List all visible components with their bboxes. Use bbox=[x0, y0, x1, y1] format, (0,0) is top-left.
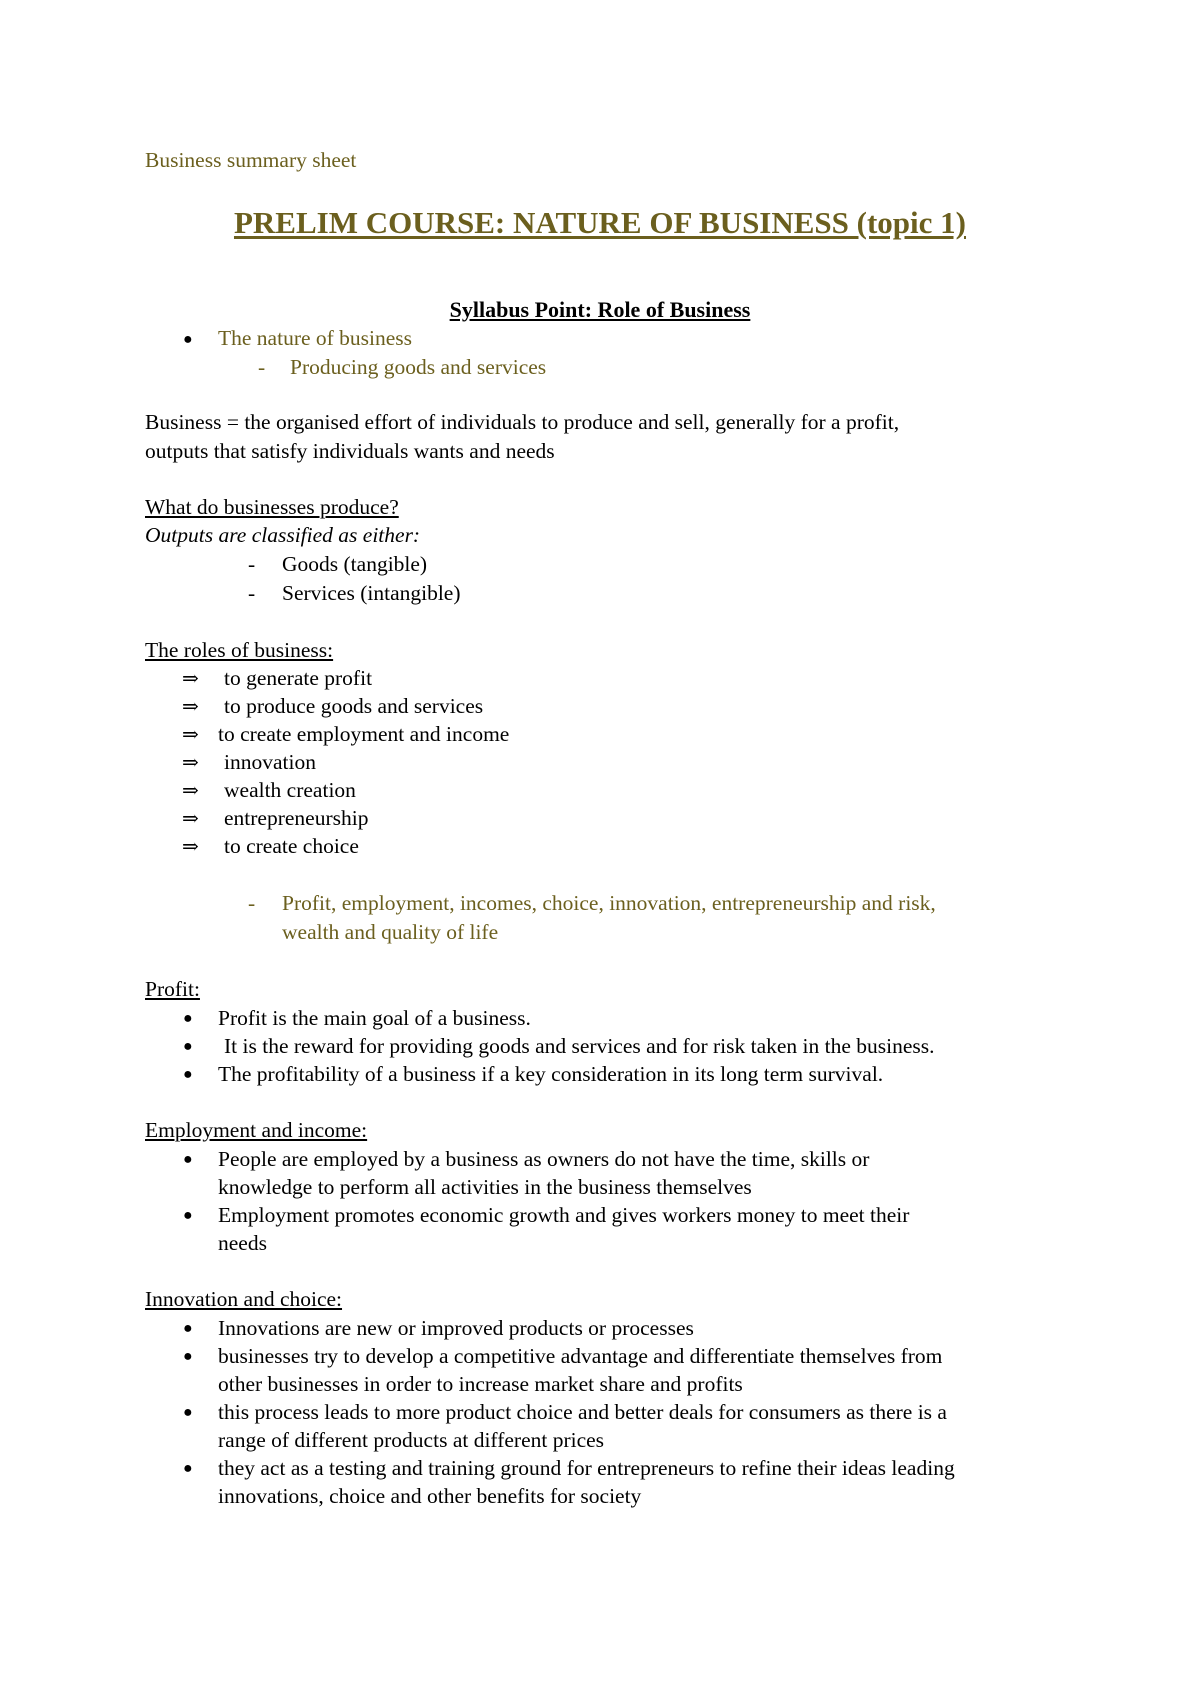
innovation-item-1: Innovations are new or improved products or processes bbox=[218, 1316, 694, 1340]
innovation-item-2-line-1: businesses try to develop a competitive advantage and differentiate themselves from bbox=[218, 1344, 943, 1368]
dash-icon: - bbox=[248, 581, 256, 605]
roles-summary-line-2: wealth and quality of life bbox=[282, 920, 499, 944]
roles-item: to produce goods and services bbox=[224, 694, 484, 718]
document-title: PRELIM COURSE: NATURE OF BUSINESS (topic 1) bbox=[233, 205, 966, 240]
bullet-icon: ● bbox=[183, 1460, 193, 1477]
bullet-icon: ● bbox=[183, 1010, 193, 1027]
innovation-heading: Innovation and choice: bbox=[145, 1287, 343, 1311]
arrow-icon: ⇒ bbox=[182, 696, 199, 718]
roles-summary-line-1: Profit, employment, incomes, choice, innovation, entrepreneurship and risk, bbox=[282, 891, 936, 915]
roles-item: to generate profit bbox=[224, 666, 373, 690]
dash-icon: - bbox=[248, 552, 256, 576]
bullet-icon: ● bbox=[183, 1038, 193, 1055]
profit-item: It is the reward for providing goods and services and for risk taken in the business. bbox=[224, 1034, 935, 1058]
produce-item-services: Services (intangible) bbox=[282, 581, 461, 605]
definition-line-2: outputs that satisfy individuals wants and needs bbox=[145, 439, 555, 463]
employment-heading: Employment and income: bbox=[145, 1118, 368, 1142]
bullet-icon: ● bbox=[183, 1207, 193, 1224]
document-subtitle: Business summary sheet bbox=[145, 148, 357, 172]
innovation-item-3-line-2: range of different products at different prices bbox=[218, 1428, 605, 1452]
bullet-icon: ● bbox=[183, 1151, 193, 1168]
arrow-icon: ⇒ bbox=[182, 808, 199, 830]
arrow-icon: ⇒ bbox=[182, 724, 199, 746]
employment-item-1-line-2: knowledge to perform all activities in the business themselves bbox=[218, 1175, 752, 1199]
dash-icon: - bbox=[258, 355, 266, 379]
arrow-icon: ⇒ bbox=[182, 836, 199, 858]
innovation-item-4-line-1: they act as a testing and training ground for entrepreneurs to refine their ideas leading bbox=[218, 1456, 955, 1480]
employment-item-2-line-2: needs bbox=[218, 1231, 267, 1255]
dash-icon: - bbox=[248, 891, 256, 915]
arrow-icon: ⇒ bbox=[182, 668, 199, 690]
bullet-icon: ● bbox=[183, 331, 193, 348]
definition-line-1: Business = the organised effort of individuals to produce and sell, generally for a profit, bbox=[145, 410, 900, 434]
bullet-icon: ● bbox=[183, 1348, 193, 1365]
roles-item: to create employment and income bbox=[218, 722, 510, 746]
employment-item-2-line-1: Employment promotes economic growth and gives workers money to meet their bbox=[218, 1203, 910, 1227]
roles-item: innovation bbox=[224, 750, 316, 774]
bullet-icon: ● bbox=[183, 1066, 193, 1083]
innovation-item-4-line-2: innovations, choice and other benefits for society bbox=[218, 1484, 642, 1508]
bullet-icon: ● bbox=[183, 1404, 193, 1421]
profit-item: Profit is the main goal of a business. bbox=[218, 1006, 531, 1030]
innovation-item-2-line-2: other businesses in order to increase market share and profits bbox=[218, 1372, 743, 1396]
roles-item: wealth creation bbox=[224, 778, 356, 802]
nature-bullet: The nature of business bbox=[218, 326, 413, 350]
arrow-icon: ⇒ bbox=[182, 780, 199, 802]
roles-heading: The roles of business: bbox=[145, 638, 334, 662]
profit-heading: Profit: bbox=[145, 977, 200, 1001]
syllabus-point-heading: Syllabus Point: Role of Business bbox=[449, 297, 751, 322]
produce-item-goods: Goods (tangible) bbox=[282, 552, 428, 576]
profit-item: The profitability of a business if a key consideration in its long term survival. bbox=[218, 1062, 884, 1086]
produce-heading: What do businesses produce? bbox=[145, 495, 399, 519]
nature-sub-item: Producing goods and services bbox=[290, 355, 547, 379]
roles-item: to create choice bbox=[224, 834, 359, 858]
innovation-item-3-line-1: this process leads to more product choice and better deals for consumers as there is a bbox=[218, 1400, 947, 1424]
produce-intro: Outputs are classified as either: bbox=[145, 523, 421, 547]
employment-item-1-line-1: People are employed by a business as owners do not have the time, skills or bbox=[218, 1147, 870, 1171]
roles-item: entrepreneurship bbox=[224, 806, 369, 830]
bullet-icon: ● bbox=[183, 1320, 193, 1337]
arrow-icon: ⇒ bbox=[182, 752, 199, 774]
